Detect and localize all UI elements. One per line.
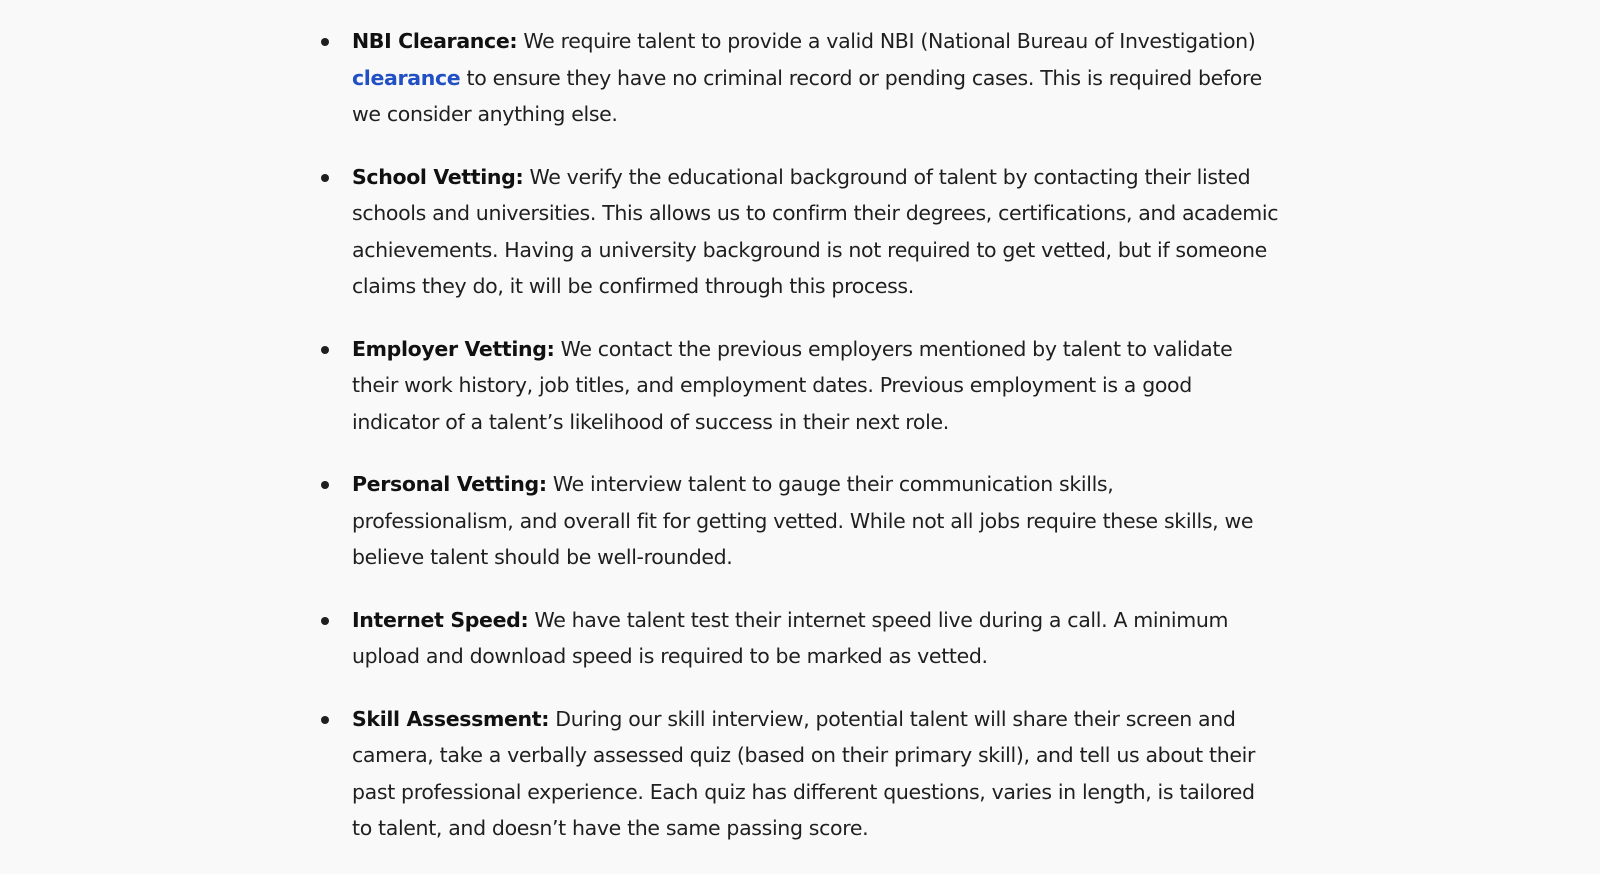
item-text: We contact the previous employers mentioned by talent to validate their work history, job titles, and employment dates. Previous employment is a good indicator of a talent’s likelihood of success in their next role. (352, 336, 1233, 434)
list-item-personal-vetting (320, 466, 1280, 576)
list-item-employer-vetting (320, 331, 1280, 441)
list-item-skill-assessment (320, 701, 1280, 847)
item-text: We interview talent to gauge their communication skills, professionalism, and overall fit for getting vetted. While not all jobs require these skills, we believe talent should be well-rounded. (352, 472, 1254, 569)
bullet-icon (321, 174, 329, 182)
item-term: Internet Speed: (352, 607, 529, 632)
clearance-link[interactable]: clearance (352, 65, 461, 90)
item-text: We verify the educational background of talent by contacting their listed schools and universities. This allows us to confirm their degrees, certifications, and academic achievements. Having a university background is not required to get vetted, but if someone claims they do, it will be confirmed through this process. (352, 164, 1279, 298)
item-term: Personal Vetting: (352, 472, 547, 496)
list-item-school-vetting (320, 159, 1280, 305)
item-term: NBI Clearance: (352, 29, 518, 53)
item-text: We require talent to provide a valid NBI (National Bureau of Investigation) (523, 29, 1256, 53)
bullet-icon (321, 38, 329, 46)
item-text: During our skill interview, potential talent will share their screen and camera, take a verbally assessed quiz (based on their primary skill), and tell us about their past professional experience. Each quiz has different questions, varies in length, is tailored to talent, and doesn’t have the same passing score. (352, 706, 1256, 840)
item-text: We have talent test their internet speed live during a call. A minimum upload and download speed is required to be marked as vetted. (352, 607, 1229, 668)
list-item-nbi-clearance (320, 23, 1280, 133)
vetting-list (320, 23, 1280, 873)
bullet-icon (321, 346, 329, 354)
item-term: School Vetting: (352, 164, 524, 189)
bullet-icon (321, 617, 329, 625)
item-term: Skill Assessment: (352, 706, 550, 731)
bullet-icon (321, 716, 329, 724)
item-text-continued: to ensure they have no criminal record or pending cases. This is required before we consider anything else. (352, 65, 1262, 126)
item-term: Employer Vetting: (352, 336, 555, 361)
list-item-internet-speed (320, 602, 1280, 675)
bullet-icon (321, 481, 329, 489)
